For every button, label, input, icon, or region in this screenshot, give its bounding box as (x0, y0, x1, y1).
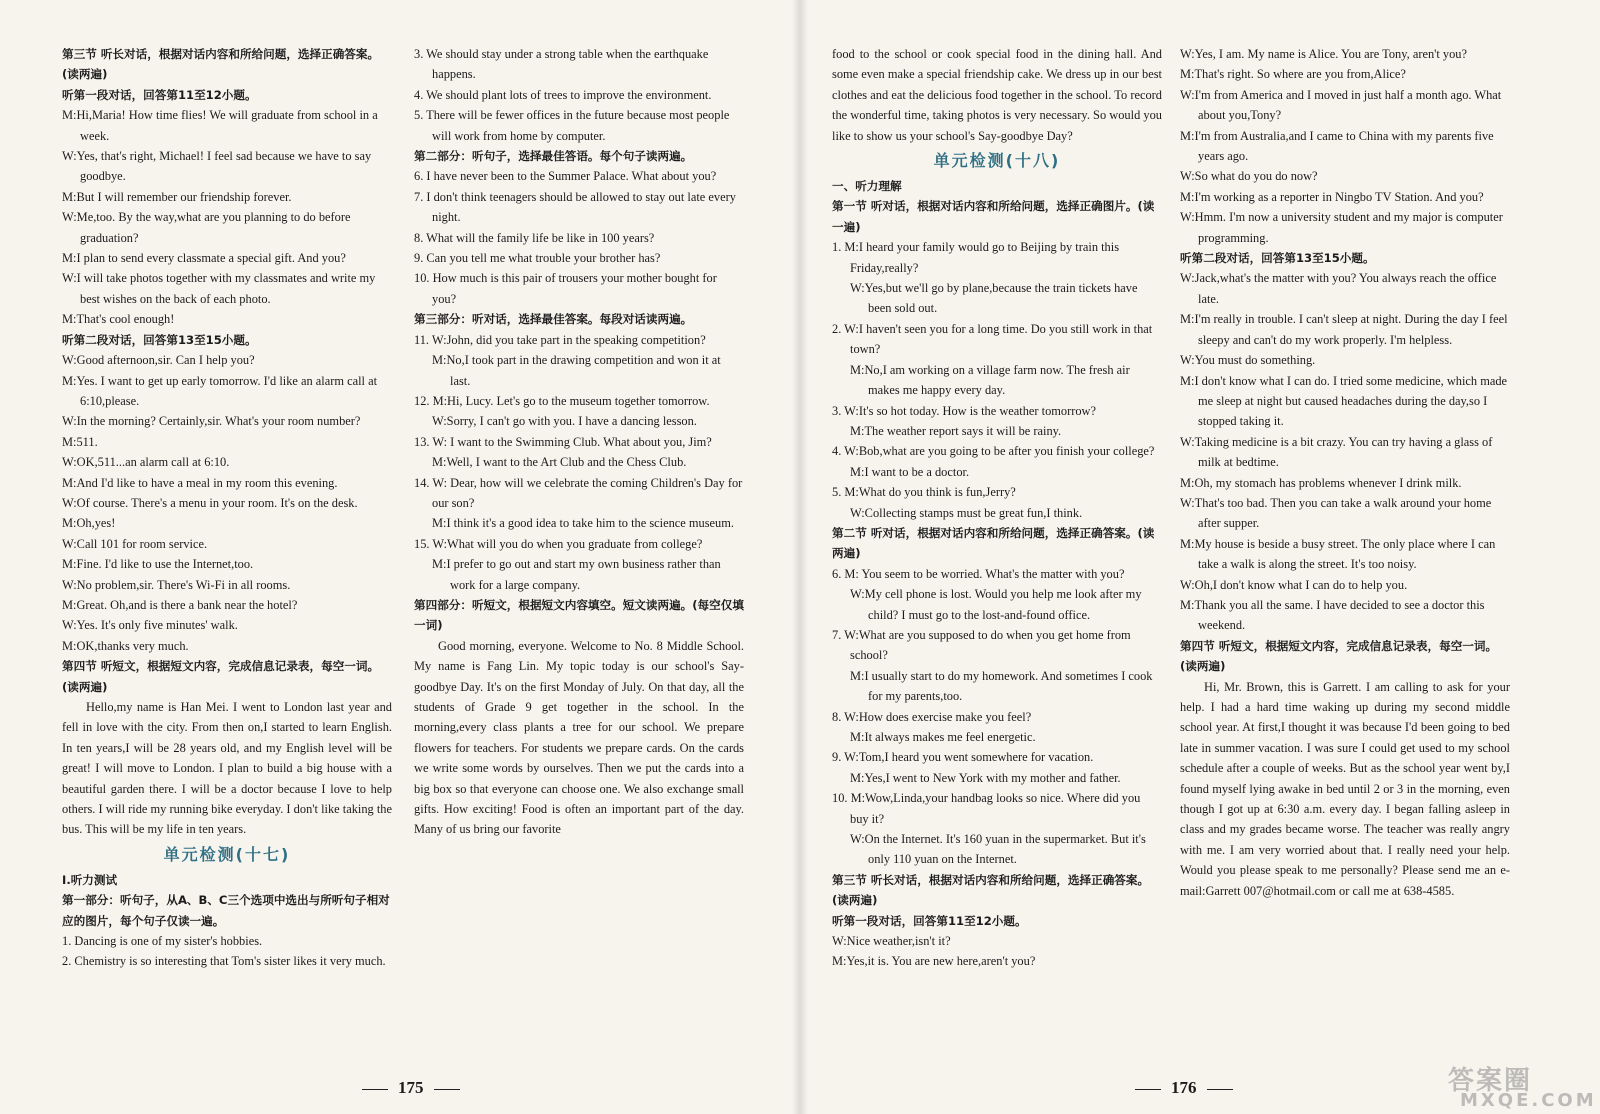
right-page-column-2 (1180, 44, 1510, 901)
unit-test-title: 单元检测(十八) (933, 151, 1061, 171)
section-heading: 第二节 听对话，根据对话内容和所给问题，选择正确答案。(读两遍) (832, 525, 1155, 561)
part-heading: 一、听力理解 (832, 179, 902, 194)
page-number-right: 176 (1125, 1078, 1243, 1098)
page-number-left: 175 (352, 1078, 470, 1098)
dialogue-line: 5. M:What do you think is fun,Jerry? (832, 485, 1016, 500)
question-item: 8. What will the family life be like in 100 years? (414, 230, 655, 245)
dialogue-line: M:Yes,I went to New York with my mother and father. (850, 770, 1121, 785)
question-item: 4. We should plant lots of trees to improve the environment. (414, 87, 712, 102)
question-item: 1. Dancing is one of my sister's hobbies. (62, 934, 263, 949)
dialogue-line: W:On the Internet. It's 160 yuan in the supermarket. But it's only 110 yuan on the Internet. (850, 832, 1146, 867)
dialogue-line: W:That's too bad. Then you can take a walk around your home after supper. (1180, 495, 1492, 531)
dialogue-intro: 听第二段对话，回答第13至15小题。 (1180, 251, 1375, 266)
dialogue-line: M:511. (62, 434, 98, 449)
dialogue-line: W:Yes,but we'll go by plane,because the train tickets have been sold out. (850, 281, 1138, 316)
dialogue-line: 15. W:What will you do when you graduate from college? (414, 536, 703, 551)
dialogue-line: 14. W: Dear, how will we celebrate the coming Children's Day for our son? (414, 475, 743, 510)
dialogue-line: W:Of course. There's a menu in your room. It's on the desk. (62, 495, 358, 510)
passage-paragraph: Hello,my name is Han Mei. I went to London last year and fell in love with the city. From then on,I started to learn English. In ten years,I will be 28 years old, and my English level will be great! I will move to London. I plan to build a big house with a beautiful garden there. I will be a doctor because I love to help others. I will ride my running bike everyday. I don't like taking the bus. This will be my life in ten years. (62, 700, 392, 837)
dialogue-line: M:I'm working as a reporter in Ningbo TV Station. And you? (1180, 189, 1484, 204)
dialogue-line: M:I'm really in trouble. I can't sleep at night. During the day I feel sleepy and can't do my work properly. I'm helpless. (1180, 312, 1508, 347)
section-heading: 第一节 听对话，根据对话内容和所给问题，选择正确图片。(读一遍) (832, 199, 1155, 234)
dialogue-line: 4. W:Bob,what are you going to be after you finish your college? (832, 444, 1155, 459)
question-item: 9. Can you tell me what trouble your brother has? (414, 251, 661, 266)
dialogue-line: W:Call 101 for room service. (62, 536, 208, 551)
dialogue-line: W:I will take photos together with my classmates and write my best wishes on the back of each photo. (62, 271, 376, 306)
left-page-column-1 (62, 44, 392, 972)
dialogue-line: W:I'm from America and I moved in just half a month ago. What about you,Tony? (1180, 87, 1502, 123)
dialogue-line: 10. M:Wow,Linda,your handbag looks so nice. Where did you buy it? (832, 791, 1141, 826)
dialogue-line: M:Great. Oh,and is there a bank near the hotel? (62, 597, 298, 612)
right-page-column-1 (832, 44, 1162, 972)
dialogue-line: W:Good afternoon,sir. Can I help you? (62, 353, 255, 368)
left-page-column-2 (414, 44, 744, 840)
dialogue-intro: 听第一段对话，回答第11至12小题。 (62, 87, 257, 102)
dialogue-line: W:Yes, that's right, Michael! I feel sad because we have to say goodbye. (62, 149, 372, 184)
dialogue-line: M:Oh,yes! (62, 516, 116, 531)
dialogue-line: M:The weather report says it will be rainy. (850, 423, 1062, 438)
dialogue-line: 2. W:I haven't seen you for a long time. Do you still work in that town? (832, 321, 1153, 357)
dialogue-line: M:And I'd like to have a meal in my room this evening. (62, 475, 338, 490)
right-page (800, 0, 1600, 1114)
dialogue-line: M:Well, I want to the Art Club and the Chess Club. (432, 455, 687, 470)
dialogue-line: M:It always makes me feel energetic. (850, 730, 1036, 744)
question-item: 7. I don't think teenagers should be allowed to stay out late every night. (414, 189, 736, 225)
dialogue-line: M:Fine. I'd like to use the Internet,too. (62, 557, 254, 572)
dialogue-line: W:So what do you do now? (1180, 169, 1318, 184)
question-item: 2. Chemistry is so interesting that Tom's sister likes it very much. (62, 954, 386, 969)
dialogue-line: W:Nice weather,isn't it? (832, 934, 951, 949)
dialogue-line: W:Yes, I am. My name is Alice. You are Tony, aren't you? (1180, 47, 1467, 61)
dialogue-line: W:Sorry, I can't go with you. I have a dancing lesson. (432, 414, 697, 429)
section-heading: 第三节 听长对话，根据对话内容和所给问题，选择正确答案。(读两遍) (62, 47, 380, 82)
unit-test-title: 单元检测(十七) (163, 844, 291, 864)
section-heading: 第四部分：听短文，根据短文内容填空。短文读两遍。(每空仅填一词) (414, 597, 744, 633)
dialogue-line: M:I'm from Australia,and I came to China with my parents five years ago. (1180, 128, 1494, 164)
dialogue-line: M:Hi,Maria! How time flies! We will graduate from school in a week. (62, 108, 378, 143)
dialogue-line: 11. W:John, did you take part in the speaking competition? (414, 332, 706, 347)
section-heading: 第四节 听短文，根据短文内容，完成信息记录表，每空一词。(读两遍) (62, 659, 380, 694)
dialogue-line: M:That's cool enough! (62, 312, 175, 327)
watermark-logo: 答案圈 MXQE.COM (1448, 1066, 1597, 1111)
section-heading: 第三部分：听对话，选择最佳答案。每段对话读两遍。 (414, 312, 693, 327)
dialogue-line: W:OK,511...an alarm call at 6:10. (62, 455, 230, 470)
dialogue-line: W:Taking medicine is a bit crazy. You can try having a glass of milk at bedtime. (1180, 434, 1493, 470)
dialogue-line: M:But I will remember our friendship forever. (62, 189, 292, 204)
section-heading: 第二部分：听句子，选择最佳答语。每个句子读两遍。 (414, 149, 693, 164)
dialogue-line: W:In the morning? Certainly,sir. What's your room number? (62, 414, 361, 429)
dialogue-line: 13. W: I want to the Swimming Club. What about you, Jim? (414, 434, 712, 449)
dialogue-line: 3. W:It's so hot today. How is the weather tomorrow? (832, 403, 1096, 418)
dialogue-line: M:I don't know what I can do. I tried some medicine, which made me sleep at night but caused headaches during the day,so I stopped taking it. (1180, 373, 1508, 429)
dialogue-line: W:Yes. It's only five minutes' walk. (62, 618, 238, 633)
dialogue-line: W:You must do something. (1180, 353, 1316, 368)
dialogue-line: 8. W:How does exercise make you feel? (832, 709, 1032, 724)
question-item: 5. There will be fewer offices in the future because most people will work from home by computer. (414, 108, 730, 143)
part-heading: Ⅰ.听力测试 (62, 872, 118, 887)
section-heading: 第一部分：听句子，从A、B、C三个选项中选出与所听句子相对应的图片，每个句子仅读一遍。 (62, 893, 390, 928)
dialogue-line: M:I usually start to do my homework. And sometimes I cook for my parents,too. (850, 668, 1153, 704)
dialogue-line: M:I prefer to go out and start my own business rather than work for a large company. (432, 557, 721, 592)
dialogue-line: M:Yes. I want to get up early tomorrow. I'd like an alarm call at 6:10,please. (62, 373, 378, 408)
dialogue-line: 7. W:What are you supposed to do when you get home from school? (832, 627, 1131, 663)
dialogue-line: W:Hmm. I'm now a university student and my major is computer programming. (1180, 210, 1503, 245)
dialogue-line: M:Oh, my stomach has problems whenever I drink milk. (1180, 475, 1462, 490)
dialogue-intro: 听第一段对话，回答第11至12小题。 (832, 913, 1027, 928)
passage-paragraph: Hi, Mr. Brown, this is Garrett. I am calling to ask for your help. I had a hard time waking up during my second middle school year. At first,I thought it was because I'd been going to bed late in summer vacation. I was sure I could get used to my school schedule after a couple of weeks. But as the school year went by,I found myself lying awake in bed until 2 or 3 in the morning, even though I got up at 6:30 a.m. every day. I began falling asleep in class and my grades became worse. The teacher was really angry with me. I am very worried about that. I really need your help. Would you please speak to me personally? Please send me an e-mail:Garrett 007@hotmail.com or call me at 638-4585. (1180, 679, 1510, 898)
dialogue-line: W:My cell phone is lost. Would you help me look after my child? I must go to the lost-and-found office. (850, 587, 1142, 622)
dialogue-line: M:I want to be a doctor. (850, 464, 970, 479)
dialogue-line: M:No,I took part in the drawing competition and won it at last. (432, 353, 721, 388)
question-item: 6. I have never been to the Summer Palace. What about you? (414, 169, 717, 184)
dialogue-line: W:Me,too. By the way,what are you planning to do before graduation? (62, 210, 351, 245)
dialogue-line: M:That's right. So where are you from,Alice? (1180, 67, 1406, 82)
dialogue-line: M:My house is beside a busy street. The only place where I can take a walk is along the street. It's too noisy. (1180, 536, 1496, 572)
question-item: 3. We should stay under a strong table when the earthquake happens. (414, 47, 709, 82)
dialogue-line: M:Thank you all the same. I have decided to see a doctor this weekend. (1180, 597, 1485, 633)
dialogue-line: M:No,I am working on a village farm now. The fresh air makes me happy every day. (850, 362, 1130, 398)
dialogue-line: M:I plan to send every classmate a special gift. And you? (62, 251, 346, 266)
passage-paragraph: food to the school or cook special food in the dining hall. And some even make a special friendship cake. We dress up in our best clothes and eat the delicious food together in the school. To record the wonderful time, taking photos is very necessary. So would you like to show us your school's Say-goodbye Day? (832, 47, 1162, 143)
dialogue-line: 1. M:I heard your family would go to Beijing by train this Friday,really? (832, 240, 1120, 275)
dialogue-line: 6. M: You seem to be worried. What's the matter with you? (832, 566, 1125, 581)
dialogue-intro: 听第二段对话，回答第13至15小题。 (62, 332, 257, 347)
dialogue-line: W:Jack,what's the matter with you? You always reach the office late. (1180, 271, 1497, 306)
dialogue-line: M:Yes,it is. You are new here,aren't you? (832, 954, 1036, 969)
dialogue-line: W:Collecting stamps must be great fun,I think. (850, 505, 1083, 520)
dialogue-line: 9. W:Tom,I heard you went somewhere for vacation. (832, 750, 1094, 765)
section-heading: 第三节 听长对话，根据对话内容和所给问题，选择正确答案。(读两遍) (832, 872, 1150, 908)
section-heading: 第四节 听短文，根据短文内容，完成信息记录表，每空一词。(读两遍) (1180, 638, 1498, 674)
dialogue-line: W:Oh,I don't know what I can do to help you. (1180, 577, 1408, 592)
dialogue-line: W:No problem,sir. There's Wi-Fi in all rooms. (62, 577, 291, 592)
dialogue-line: M:OK,thanks very much. (62, 638, 189, 653)
question-item: 10. How much is this pair of trousers your mother bought for you? (414, 271, 717, 306)
dialogue-line: 12. M:Hi, Lucy. Let's go to the museum together tomorrow. (414, 393, 710, 408)
passage-paragraph: Good morning, everyone. Welcome to No. 8 Middle School. My name is Fang Lin. My topic today is our school's Say-goodbye Day. It's on the first Monday of July. On that day, all the students of Grade 9 get together in the school. In the morning,every class plants a tree for our school. We prepare flowers for teachers. For students we prepare cards. On the cards we write some words by ourselves. Then we put the cards into a big box so that everyone can choose one. We also exchange small gifts. How exciting! Food is often an important part of the day. Many of us bring our favorite (414, 638, 744, 837)
dialogue-line: M:I think it's a good idea to take him to the science museum. (432, 516, 734, 531)
